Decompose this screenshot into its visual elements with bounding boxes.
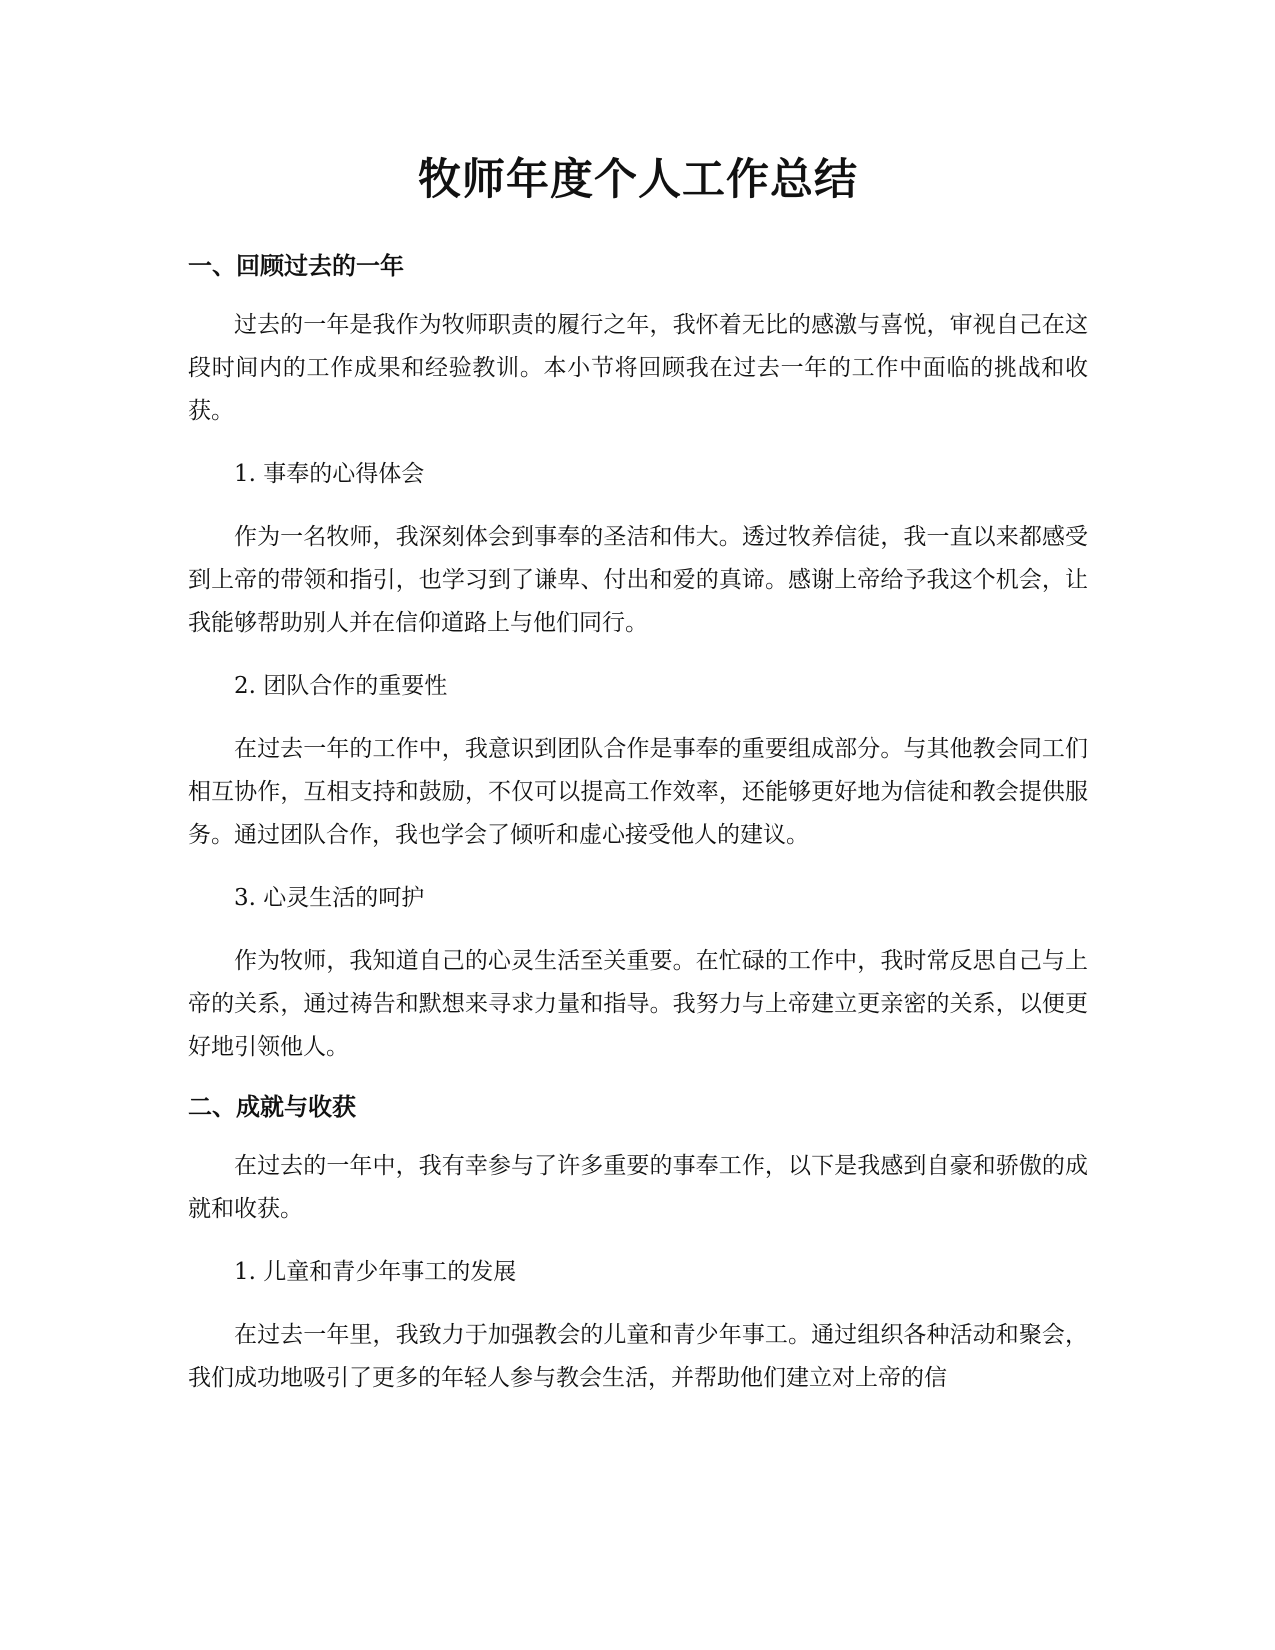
subsection-paragraph: 在过去一年的工作中，我意识到团队合作是事奉的重要组成部分。与其他教会同工们相互协作，互相支持和鼓励，不仅可以提高工作效率，还能够更好地为信徒和教会提供服务。通过团队合作，我也学会了倾听和虚心接受他人的建议。	[188, 736, 1088, 848]
section-intro: 在过去的一年中，我有幸参与了许多重要的事奉工作，以下是我感到自豪和骄傲的成就和收获。	[188, 1153, 1088, 1222]
subsection-heading: 1. 儿童和青少年事工的发展	[234, 1259, 517, 1285]
subsection-heading: 1. 事奉的心得体会	[234, 461, 425, 487]
subsection-heading: 3. 心灵生活的呵护	[234, 885, 425, 911]
subsection-paragraph: 作为牧师，我知道自己的心灵生活至关重要。在忙碌的工作中，我时常反思自己与上帝的关系，通过祷告和默想来寻求力量和指导。我努力与上帝建立更亲密的关系，以便更好地引领他人。	[188, 948, 1088, 1060]
section-intro: 过去的一年是我作为牧师职责的履行之年，我怀着无比的感激与喜悦，审视自己在这段时间内的工作成果和经验教训。本小节将回顾我在过去一年的工作中面临的挑战和收获。	[188, 312, 1088, 424]
section-heading: 一、回顾过去的一年	[188, 252, 404, 280]
section-heading: 二、成就与收获	[188, 1093, 356, 1121]
subsection-heading: 2. 团队合作的重要性	[234, 673, 448, 699]
subsection-paragraph: 在过去一年里，我致力于加强教会的儿童和青少年事工。通过组织各种活动和聚会，我们成功地吸引了更多的年轻人参与教会生活，并帮助他们建立对上帝的信	[188, 1322, 1088, 1391]
document-body	[188, 150, 1088, 1420]
subsection-paragraph: 作为一名牧师，我深刻体会到事奉的圣洁和伟大。透过牧养信徒，我一直以来都感受到上帝的带领和指引，也学习到了谦卑、付出和爱的真谛。感谢上帝给予我这个机会，让我能够帮助别人并在信仰道路上与他们同行。	[188, 524, 1088, 636]
document-title: 牧师年度个人工作总结	[418, 155, 858, 205]
